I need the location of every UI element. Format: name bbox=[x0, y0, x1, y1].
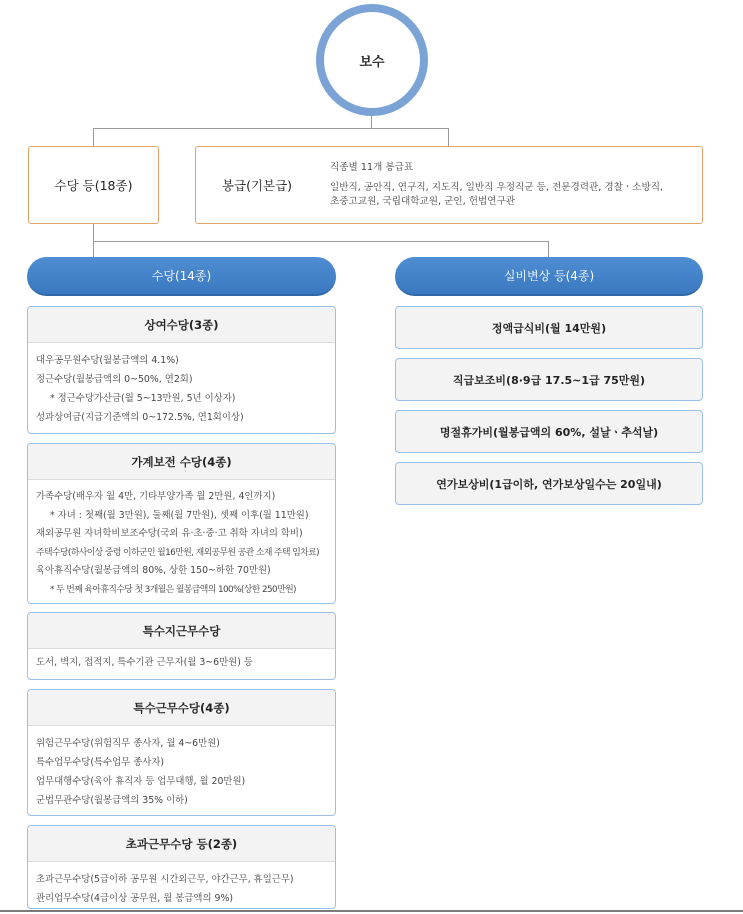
bonggeup-label: 봉급(기본급) bbox=[221, 178, 293, 193]
list-item-note: * 정근수당가산금(월 5~13만원, 5년 이상자) bbox=[50, 393, 236, 404]
card-teuksu-geunmu-title: 특수근무수당(4종) bbox=[28, 690, 335, 726]
node-sudang-18 bbox=[28, 146, 159, 224]
list-item-note: * 자녀 : 첫째(월 3만원), 둘째(월 7만원), 셋째 이후(월 11만원) bbox=[50, 509, 309, 521]
sudang-label: 수당 등(18종) bbox=[54, 178, 133, 193]
bonggeup-desc-line2: 초중고교원, 국립대학교원, 군인, 헌법연구관 bbox=[330, 196, 516, 207]
list-item: 정근수당(월봉급액의 0~50%, 연2회) bbox=[36, 374, 193, 385]
card-chogwa bbox=[27, 825, 336, 909]
pill-sudang-14 bbox=[27, 257, 336, 296]
silbi-label: 직급보조비(8·9급 17.5~1급 75만원) bbox=[452, 373, 646, 387]
list-item: 육아휴직수당(월봉급액의 80%, 상한 150~하한 70만원) bbox=[36, 565, 271, 576]
connector-level1-horizontal bbox=[93, 128, 449, 129]
silbi-label: 정액급식비(월 14만원) bbox=[491, 321, 607, 335]
silbi-jeongaek-geupsikbi bbox=[395, 306, 703, 349]
list-item: 도서, 벽지, 접적지, 특수기관 근무자(월 3~6만원) 등 bbox=[36, 657, 253, 668]
card-gagye-title: 가계보전 수당(4종) bbox=[28, 444, 335, 480]
card-sangyeo-body bbox=[28, 343, 335, 427]
connector-to-right-pill bbox=[548, 241, 549, 257]
bonggeup-description bbox=[330, 161, 700, 209]
silbi-myeongjeol-hyugabi bbox=[395, 410, 703, 453]
card-chogwa-title: 초과근무수당 등(2종) bbox=[28, 826, 335, 862]
card-teuksuji bbox=[27, 612, 336, 680]
bonggeup-desc-title: 직종별 11개 봉급표 bbox=[330, 162, 414, 173]
list-item: 성과상여금(지급기준액의 0~172.5%, 연1회이상) bbox=[36, 412, 244, 423]
pill-silbi-label: 실비변상 등(4종) bbox=[503, 269, 595, 283]
list-item-note: * 두 번째 육아휴직수당 첫 3개월은 월봉급액의 100%(상한 250만원) bbox=[50, 584, 296, 595]
card-teuksuji-title: 특수지근무수당 bbox=[28, 613, 335, 649]
card-sangyeo bbox=[27, 306, 336, 434]
bonggeup-desc-line1: 일반직, 공안직, 연구직, 지도직, 일반직 우정직군 등, 전문경력관, 경찰ㆍ소방직, bbox=[330, 182, 664, 193]
card-teuksu-geunmu bbox=[27, 689, 336, 816]
root-node-bosu bbox=[316, 4, 428, 116]
card-gagye bbox=[27, 443, 336, 604]
list-item: 군법무관수당(월봉급액의 35% 이하) bbox=[36, 795, 188, 806]
connector-to-left-pill bbox=[93, 241, 94, 257]
connector-root-down bbox=[371, 116, 372, 128]
connector-level2-horizontal bbox=[93, 241, 549, 242]
card-teuksuji-body bbox=[28, 649, 335, 672]
card-teuksu-geunmu-body bbox=[28, 726, 335, 810]
silbi-label: 연가보상비(1급이하, 연가보상일수는 20일내) bbox=[436, 477, 662, 491]
bottom-divider bbox=[0, 910, 743, 912]
list-item: 위험근무수당(위험직무 종사자, 월 4~6만원) bbox=[36, 738, 220, 749]
connector-to-sudang bbox=[93, 128, 94, 146]
silbi-label: 명절휴가비(월봉급액의 60%, 설날ㆍ추석날) bbox=[439, 425, 659, 439]
pill-sudang-label: 수당(14종) bbox=[151, 269, 212, 283]
card-sangyeo-title: 상여수당(3종) bbox=[28, 307, 335, 343]
list-item: 업무대행수당(육아 휴직자 등 업무대행, 월 20만원) bbox=[36, 776, 246, 787]
list-item: 대우공무원수당(월봉급액의 4.1%) bbox=[36, 355, 179, 366]
silbi-jikgeup-bojobi bbox=[395, 358, 703, 401]
pill-silbi bbox=[395, 257, 703, 296]
list-item: 관리업무수당(4급이상 공무원, 월 봉급액의 9%) bbox=[36, 893, 234, 904]
silbi-yeonga-bosangbi bbox=[395, 462, 703, 505]
list-item: 가족수당(배우자 월 4만, 기타부양가족 월 2만원, 4인까지) bbox=[36, 491, 276, 502]
node-bonggeup bbox=[195, 146, 703, 224]
connector-to-bonggeup bbox=[448, 128, 449, 146]
list-item: 주택수당(하사이상 중령 이하군인 월16만원, 재외공무원 공관 소재 주택 임차료) bbox=[36, 547, 319, 558]
card-chogwa-body bbox=[28, 862, 335, 908]
card-gagye-body bbox=[28, 480, 335, 599]
connector-sudang-down bbox=[93, 224, 94, 242]
list-item: 재외공무원 자녀학비보조수당(국외 유·초·중·고 취학 자녀의 학비) bbox=[36, 528, 303, 539]
list-item: 초과근무수당(5급이하 공무원 시간외근무, 야간근무, 휴일근무) bbox=[36, 874, 294, 885]
root-label: 보수 bbox=[359, 54, 385, 70]
list-item: 특수업무수당(특수업무 종사자) bbox=[36, 757, 165, 768]
